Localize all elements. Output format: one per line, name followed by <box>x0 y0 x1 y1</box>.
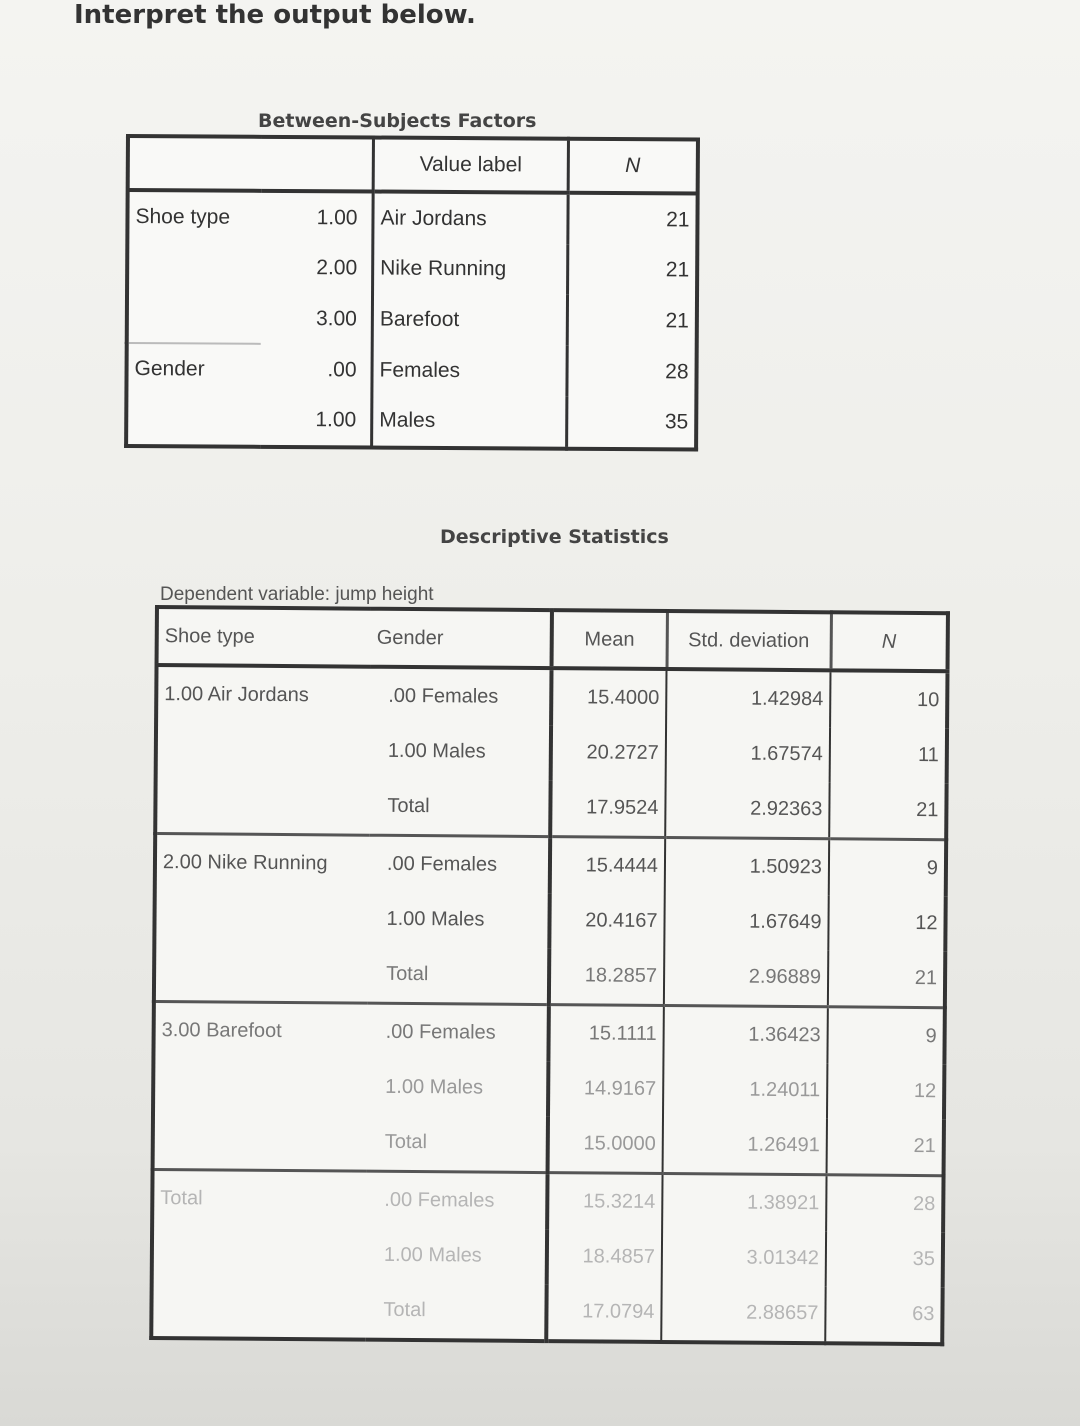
ds-shoe <box>151 1281 365 1340</box>
ds-header-row <box>157 607 948 671</box>
bsf-value-label: Air Jordans <box>373 192 568 245</box>
table-row <box>153 1058 944 1119</box>
ds-n: 28 <box>826 1175 943 1232</box>
ds-shoe: Total <box>152 1169 366 1227</box>
bsf-level: 2.00 <box>316 256 358 280</box>
ds-mean: 20.4167 <box>549 893 664 949</box>
ds-sd: 1.42984 <box>666 669 830 727</box>
bsf-n: 28 <box>665 359 689 383</box>
bsf-factor: Shoe type <box>127 190 261 243</box>
ds-gender: .00 Females <box>369 835 550 893</box>
ds-n: 12 <box>915 911 938 935</box>
ds-mean: 15.1111 <box>548 1005 663 1062</box>
bsf-header-row <box>128 136 698 193</box>
ds-sd: 2.96889 <box>664 949 828 1007</box>
ds-shoe <box>155 777 369 835</box>
ds-n: 21 <box>916 798 939 822</box>
ds-n: 9 <box>829 839 946 896</box>
ds-shoe: 1.00 Air Jordans <box>156 665 370 724</box>
ds-n: 12 <box>913 1079 937 1103</box>
ds-n: 9 <box>827 1007 944 1064</box>
table-row <box>155 834 946 897</box>
bsf-header-blank <box>128 136 374 191</box>
table-row <box>152 1226 943 1287</box>
ds-mean: 17.9524 <box>550 780 665 837</box>
bsf-row <box>126 394 696 449</box>
ds-sd: 2.92363 <box>665 781 829 839</box>
ds-shoe <box>154 890 368 947</box>
ds-n: 10 <box>830 670 947 728</box>
ds-gender: .00 Females <box>367 1003 548 1061</box>
bsf-row <box>127 292 697 346</box>
table-row <box>156 665 947 728</box>
bsf-value-label: Females <box>372 345 567 397</box>
bsf-factor <box>126 394 260 447</box>
ds-shoe <box>156 722 370 779</box>
bsf-n: 21 <box>665 308 689 332</box>
ds-gender: 1.00 Males <box>383 1243 482 1267</box>
table-row <box>153 1113 944 1176</box>
ds-n: 21 <box>914 966 938 990</box>
ds-shoe <box>154 945 368 1003</box>
ds-sd: 1.67649 <box>664 894 828 950</box>
bsf-header-value-label: Value label <box>373 138 568 193</box>
bsf-level: 1.00 <box>315 408 357 432</box>
ds-shoe <box>152 1226 366 1283</box>
ds-table-title: Descriptive Statistics <box>440 526 669 548</box>
bsf-level: 1.00 <box>316 206 358 230</box>
table-row <box>153 1002 944 1065</box>
table-row <box>152 1169 943 1232</box>
ds-mean: 15.3214 <box>547 1173 662 1230</box>
ds-sd: 1.26491 <box>663 1117 827 1175</box>
ds-mean: 18.4857 <box>547 1229 662 1285</box>
dependent-variable-label: Dependent variable: jump height <box>160 584 434 605</box>
ds-header-sd: Std. deviation <box>667 611 831 670</box>
bsf-factor <box>127 242 261 293</box>
bsf-level: 3.00 <box>315 306 357 330</box>
ds-shoe: 2.00 Nike Running <box>155 834 369 892</box>
bsf-value-label: Barefoot <box>372 294 567 346</box>
table-row <box>155 777 946 840</box>
ds-gender: .00 Females <box>370 667 551 725</box>
ds-header-gender: Gender <box>371 609 552 668</box>
descriptive-statistics-table <box>149 605 950 1346</box>
bsf-factor <box>127 292 261 344</box>
ds-mean: 17.0794 <box>546 1284 661 1342</box>
bsf-table-title: Between-Subjects Factors <box>258 110 537 132</box>
ds-mean: 20.2727 <box>551 725 666 781</box>
bsf-row <box>127 190 697 245</box>
ds-gender: .00 Females <box>366 1171 547 1229</box>
ds-gender: Total <box>383 1298 426 1322</box>
bsf-factor: Gender <box>126 343 260 395</box>
ds-gender: 1.00 Males <box>387 739 486 763</box>
ds-sd: 1.38921 <box>662 1174 826 1232</box>
bsf-n: 21 <box>665 258 690 282</box>
ds-n: 35 <box>912 1247 935 1271</box>
ds-shoe: 3.00 Barefoot <box>153 1002 367 1060</box>
ds-mean: 15.0000 <box>548 1116 663 1173</box>
bsf-value-label: Males <box>372 396 567 449</box>
ds-gender: 1.00 Males <box>385 1075 484 1099</box>
bsf-n: 21 <box>666 208 690 232</box>
bsf-value-label: Nike Running <box>373 244 568 295</box>
bsf-row <box>126 343 696 397</box>
ds-gender: Total <box>386 962 429 986</box>
table-row <box>154 945 945 1008</box>
ds-gender: Total <box>387 794 430 818</box>
ds-gender: 1.00 Males <box>386 907 485 931</box>
bsf-n: 35 <box>664 410 689 434</box>
question-title: Interpret the output below. <box>74 0 476 30</box>
ds-sd: 1.24011 <box>663 1062 827 1118</box>
ds-shoe <box>153 1058 367 1115</box>
ds-header-mean: Mean <box>552 610 667 669</box>
bsf-level: .00 <box>327 357 357 381</box>
ds-header-shoe: Shoe type <box>157 607 371 667</box>
table-row <box>156 722 947 783</box>
ds-mean: 14.9167 <box>548 1061 663 1117</box>
ds-gender: Total <box>384 1130 428 1154</box>
ds-sd: 1.67574 <box>666 726 830 782</box>
between-subjects-factors-table <box>124 134 700 452</box>
ds-n: 63 <box>912 1302 935 1326</box>
ds-mean: 15.4444 <box>550 837 665 894</box>
ds-sd: 1.50923 <box>665 838 829 896</box>
ds-n: 21 <box>913 1134 936 1158</box>
ds-mean: 18.2857 <box>549 948 664 1005</box>
ds-shoe <box>153 1113 367 1171</box>
ds-sd: 1.36423 <box>663 1006 827 1064</box>
table-row <box>154 890 945 951</box>
ds-header-n: N <box>831 612 948 671</box>
ds-mean: 15.4000 <box>551 668 666 726</box>
bsf-row <box>127 242 697 295</box>
table-row <box>151 1281 942 1344</box>
ds-n: 11 <box>917 743 939 767</box>
bsf-header-n: N <box>568 139 698 194</box>
ds-sd: 3.01342 <box>662 1230 826 1286</box>
ds-sd: 2.88657 <box>661 1285 825 1343</box>
